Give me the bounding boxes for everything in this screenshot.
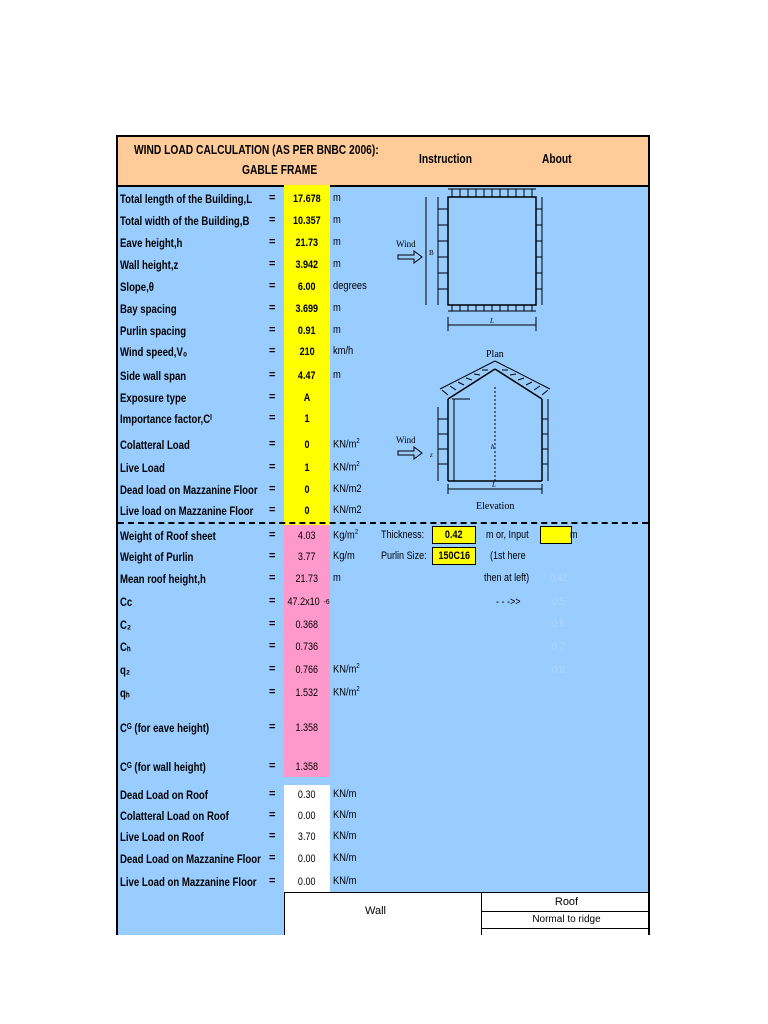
form-row xyxy=(118,569,648,589)
row-unit: KN/m xyxy=(333,875,357,887)
equals-sign: = xyxy=(269,412,276,424)
equals-sign: = xyxy=(269,302,276,314)
wall-header-cell xyxy=(285,893,482,935)
form-row xyxy=(118,480,648,500)
row-unit: KN/m xyxy=(333,852,357,864)
row-unit: m xyxy=(333,302,341,314)
faint-value: 0.42 xyxy=(550,572,568,584)
row-unit: m xyxy=(333,214,341,226)
row-label: C₂ xyxy=(120,618,132,632)
form-row xyxy=(118,637,648,657)
equals-sign: = xyxy=(269,324,276,336)
form-row xyxy=(118,435,648,455)
row-unit: m xyxy=(333,572,341,584)
elevation-l-label: L xyxy=(492,481,496,489)
row-unit: KN/m xyxy=(333,809,357,821)
elevation-h-label: h xyxy=(491,443,495,451)
row-value[interactable]: 3.942 xyxy=(284,255,330,275)
form-row xyxy=(118,785,648,805)
form-row xyxy=(118,827,648,847)
row-label: Live Load on Mazzanine Floor xyxy=(120,875,257,889)
note-line1: (1st here xyxy=(490,550,526,562)
row-value: 1.358 xyxy=(284,718,330,738)
row-value[interactable]: 3.699 xyxy=(284,299,330,319)
row-unit: m xyxy=(333,192,341,204)
row-unit: Kg/m xyxy=(333,550,355,562)
plan-wind-label: Wind xyxy=(396,239,416,249)
row-value[interactable]: A xyxy=(284,388,330,408)
row-label: Live Load on Roof xyxy=(120,830,204,844)
equals-sign: = xyxy=(269,830,276,842)
row-label: Live Load xyxy=(120,461,165,475)
row-value: 0.00 xyxy=(284,849,330,869)
arrow-text: - - ->> xyxy=(496,596,521,608)
row-unit: KN/m xyxy=(333,788,357,800)
row-label: Slope,θ xyxy=(120,280,154,294)
row-value: 0.736 xyxy=(284,637,330,657)
row-value[interactable]: 21.73 xyxy=(284,233,330,253)
row-label: Bay spacing xyxy=(120,302,177,316)
row-value[interactable]: 1 xyxy=(284,458,330,478)
instruction-button[interactable]: Instruction xyxy=(419,152,472,166)
equals-sign: = xyxy=(269,391,276,403)
form-row xyxy=(118,342,648,362)
equals-sign: = xyxy=(269,192,276,204)
row-label: Importance factor,Cᴵ xyxy=(120,412,212,426)
row-value[interactable]: 17.678 xyxy=(284,189,330,209)
form-row xyxy=(118,299,648,319)
form-row xyxy=(118,409,648,429)
thickness-label: Thickness: xyxy=(381,529,425,541)
row-value[interactable]: 0 xyxy=(284,435,330,455)
row-value[interactable]: 6.00 xyxy=(284,277,330,297)
plan-l-label: L xyxy=(490,317,494,325)
equals-sign: = xyxy=(269,461,276,473)
row-value: 4.03 xyxy=(284,526,330,546)
equals-sign: = xyxy=(269,236,276,248)
elevation-z-label: z xyxy=(430,451,433,459)
thickness-input[interactable]: 0.42 xyxy=(432,526,476,544)
row-value[interactable]: 10.357 xyxy=(284,211,330,231)
title-line1: WIND LOAD CALCULATION (AS PER BNBC 2006): xyxy=(134,143,379,157)
row-value: 0.766 xyxy=(284,660,330,680)
equals-sign: = xyxy=(269,721,276,733)
plan-b-label: B xyxy=(429,249,434,257)
equals-sign: = xyxy=(269,788,276,800)
row-value[interactable]: 0.91 xyxy=(284,321,330,341)
row-label: Side wall span xyxy=(120,369,187,383)
elevation-diagram xyxy=(388,359,568,519)
row-label: Cᴳ (for eave height) xyxy=(120,721,210,735)
elevation-wind-label: Wind xyxy=(396,435,416,445)
form-row xyxy=(118,233,648,253)
row-unit: km/h xyxy=(333,345,354,357)
row-label: Exposure type xyxy=(120,391,187,405)
equals-sign: = xyxy=(269,663,276,675)
row-label: q₂ xyxy=(120,663,131,677)
row-value[interactable]: 0 xyxy=(284,501,330,521)
row-unit: m xyxy=(333,369,341,381)
row-label: Total width of the Building,B xyxy=(120,214,250,228)
form-row xyxy=(118,189,648,209)
row-value: 3.77 xyxy=(284,547,330,567)
about-button[interactable]: About xyxy=(542,152,572,166)
form-row xyxy=(118,849,648,869)
spreadsheet xyxy=(116,135,650,935)
row-label: Wind speed,V₀ xyxy=(120,345,188,359)
plan-diagram xyxy=(388,185,568,365)
row-value: 47.2x10 -6 xyxy=(284,592,330,612)
faint-value: 0.6 xyxy=(552,618,565,630)
form-row xyxy=(118,321,648,341)
row-label: Dead load on Mazzanine Floor xyxy=(120,483,258,497)
purlin-size-label: Purlin Size: xyxy=(381,550,427,562)
equals-sign: = xyxy=(269,640,276,652)
row-value[interactable]: 4.47 xyxy=(284,366,330,386)
row-unit: $KN/m^2$ xyxy=(333,461,360,474)
row-unit: KN/m2 xyxy=(333,483,362,495)
header-bar xyxy=(118,137,648,187)
form-row xyxy=(118,458,648,478)
title-line2: GABLE FRAME xyxy=(242,163,318,177)
row-label: Dead Load on Roof xyxy=(120,788,208,802)
row-value: 1.532 xyxy=(284,683,330,703)
row-label: Weight of Roof sheet xyxy=(120,529,216,543)
row-label: Weight of Purlin xyxy=(120,550,194,564)
form-row xyxy=(118,501,648,521)
elevation-label: Elevation xyxy=(476,501,515,512)
row-value[interactable]: 210 xyxy=(284,342,330,362)
equals-sign: = xyxy=(269,214,276,226)
equals-sign: = xyxy=(269,529,276,541)
row-value[interactable]: 0 xyxy=(284,480,330,500)
row-unit: $KN/m^2$ xyxy=(333,663,360,676)
equals-sign: = xyxy=(269,618,276,630)
equals-sign: = xyxy=(269,483,276,495)
faint-value: 0.7 xyxy=(552,641,565,653)
roof-header: Roof xyxy=(482,893,650,912)
row-unit: $KN/m^2$ xyxy=(333,438,360,451)
row-unit: KN/m2 xyxy=(333,504,362,516)
form-row xyxy=(118,366,648,386)
row-unit: m xyxy=(333,236,341,248)
row-value: 0.00 xyxy=(284,872,330,892)
form-row xyxy=(118,277,648,297)
section-divider xyxy=(118,522,648,524)
form-row xyxy=(118,211,648,231)
equals-sign: = xyxy=(269,875,276,887)
form-row xyxy=(118,592,648,612)
form-row xyxy=(118,806,648,826)
row-label: Colatteral Load xyxy=(120,438,190,452)
row-label: Purlin spacing xyxy=(120,324,187,338)
row-value: 0.00 xyxy=(284,806,330,826)
row-value: 0.30 xyxy=(284,785,330,805)
row-label: Eave height,h xyxy=(120,236,183,250)
row-label: Total length of the Building,L xyxy=(120,192,253,206)
row-unit: $KN/m^2$ xyxy=(333,686,360,699)
row-value: 3.70 xyxy=(284,827,330,847)
faint-value: 0.5 xyxy=(552,596,565,608)
equals-sign: = xyxy=(269,595,276,607)
form-row xyxy=(118,615,648,635)
row-label: Colatteral Load on Roof xyxy=(120,809,229,823)
row-label: Cᴄ xyxy=(120,595,133,609)
row-value: 1.358 xyxy=(284,757,330,777)
row-unit: $Kg/m^2$ xyxy=(333,529,359,542)
row-label: Cₕ xyxy=(120,640,131,654)
faint-value: 0.8 xyxy=(552,664,565,676)
equals-sign: = xyxy=(269,504,276,516)
form-row xyxy=(118,872,648,892)
equals-sign: = xyxy=(269,809,276,821)
row-label: Live load on Mazzanine Floor xyxy=(120,504,254,518)
equals-sign: = xyxy=(269,686,276,698)
form-row xyxy=(118,718,648,738)
form-row xyxy=(118,388,648,408)
row-unit: KN/m xyxy=(333,830,357,842)
form-row xyxy=(118,255,648,275)
normal-to-ridge-header: Normal to ridge xyxy=(482,912,650,929)
equals-sign: = xyxy=(269,438,276,450)
equals-sign: = xyxy=(269,550,276,562)
equals-sign: = xyxy=(269,760,276,772)
row-value[interactable]: 1 xyxy=(284,409,330,429)
custom-thickness-unit: m xyxy=(570,529,578,541)
note-line2: then at left) xyxy=(484,572,530,584)
row-unit: m xyxy=(333,324,341,336)
equals-sign: = xyxy=(269,572,276,584)
row-value: 21.73 xyxy=(284,569,330,589)
wall-header: Wall xyxy=(365,905,386,917)
custom-thickness-input[interactable] xyxy=(540,526,572,544)
form-row xyxy=(118,660,648,680)
purlin-size-input[interactable]: 150C16 xyxy=(432,547,476,565)
row-unit: degrees xyxy=(333,280,367,292)
row-unit: m xyxy=(333,258,341,270)
row-label: Cᴳ (for wall height) xyxy=(120,760,206,774)
equals-sign: = xyxy=(269,345,276,357)
row-label: Mean roof height,h xyxy=(120,572,206,586)
row-value: 0.368 xyxy=(284,615,330,635)
input-note: m or, Input xyxy=(486,529,529,541)
row-label: Wall height,z xyxy=(120,258,179,272)
equals-sign: = xyxy=(269,852,276,864)
equals-sign: = xyxy=(269,369,276,381)
results-table-header xyxy=(284,892,650,935)
form-row xyxy=(118,683,648,703)
form-row xyxy=(118,757,648,777)
equals-sign: = xyxy=(269,258,276,270)
equals-sign: = xyxy=(269,280,276,292)
row-label: Dead Load on Mazzanine Floor xyxy=(120,852,261,866)
row-label: qₕ xyxy=(120,686,130,700)
plan-label: Plan xyxy=(486,349,504,360)
